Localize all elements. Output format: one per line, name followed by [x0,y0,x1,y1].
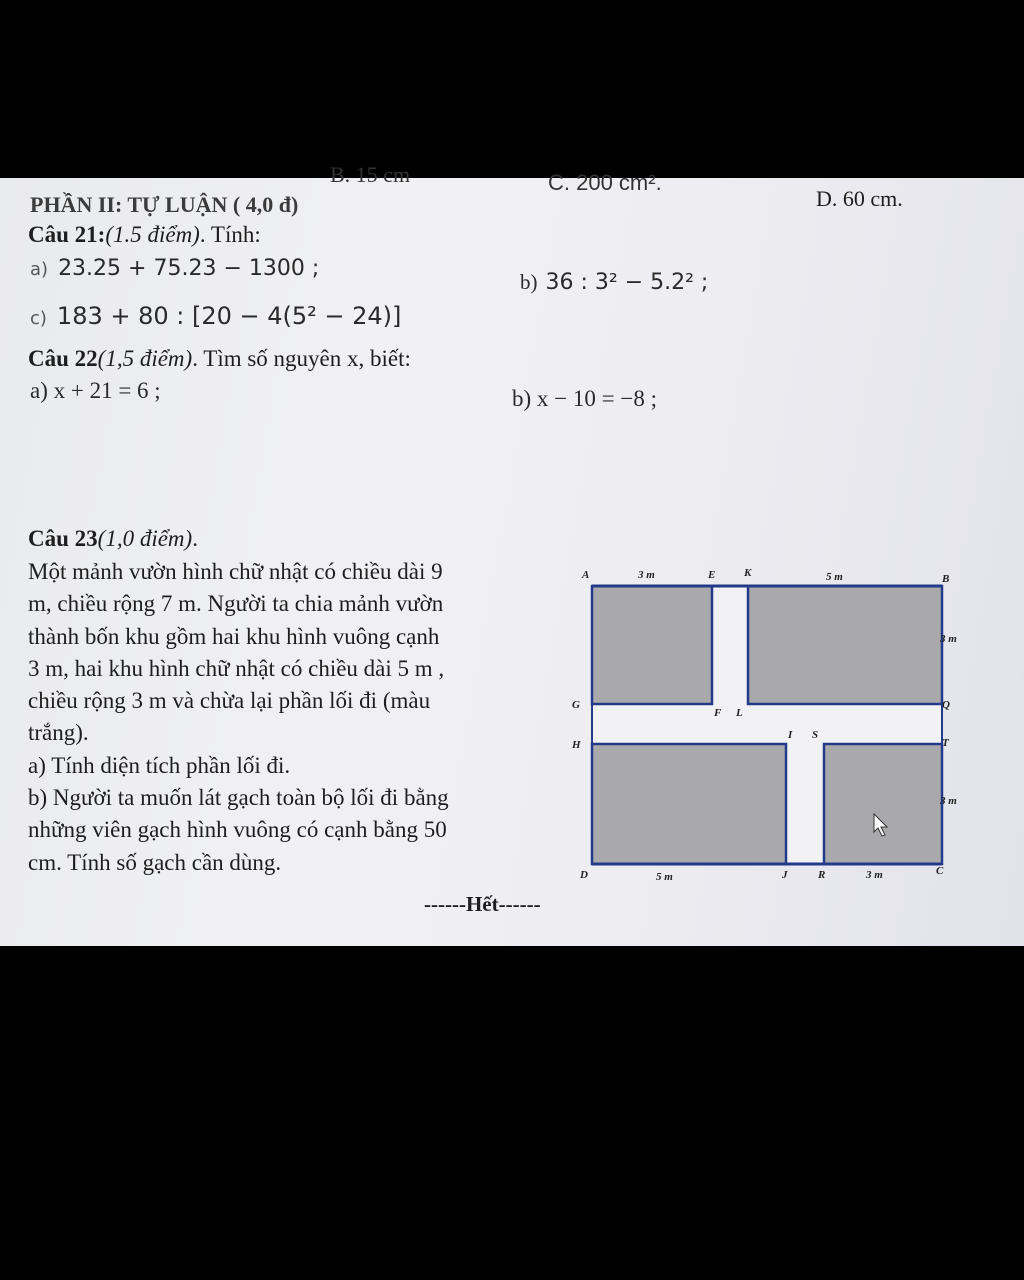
point-k: K [744,567,752,579]
q21-heading [28,222,261,248]
point-c: C [936,865,944,877]
point-a: A [582,569,590,581]
rect-bottom-left [592,744,786,864]
prev-option-b: B. 15 cm [330,162,411,187]
point-g: G [572,699,580,711]
q22-points: (1,5 điểm) [97,346,193,371]
prev-option-d: D. 60 cm. [816,186,903,211]
q23-line: trắng). [28,720,89,746]
q21c-expr: 183 + 80 : [20 − 4(5² − 24)] [56,302,402,330]
point-h: H [572,739,581,751]
q21c [30,302,401,330]
rect-top-right [748,586,942,704]
dim-dj: 5 m [656,871,673,883]
dim-kb: 5 m [826,571,843,583]
q21b-expr: 36 : 3² − 5.2² ; [545,270,709,295]
q23-points: (1,0 điểm) [97,526,193,551]
q23-line: b) Người ta muốn lát gạch toàn bộ lối đi bằng [28,785,449,811]
dim-rc: 3 m [866,869,883,881]
exam-paper [0,162,1024,946]
point-s: S [812,729,819,741]
point-b: B [942,573,950,585]
q22b: b) x − 10 = −8 ; [512,386,657,411]
point-j: J [782,869,788,881]
q23-line: những viên gạch hình vuông có cạnh bằng 50 [28,817,447,843]
q23-heading [28,526,198,552]
q22a: a) x + 21 = 6 ; [30,378,161,403]
q21a-label: a) [30,259,49,280]
dim-bq: 3 m [940,633,957,645]
square-bottom-right [824,744,942,864]
q23-line: Một mảnh vườn hình chữ nhật có chiều dài 9 [28,559,443,584]
garden-figure [560,558,980,888]
dim-tc: 3 m [940,795,957,807]
point-e: E [708,569,716,581]
q23-line: m, chiều rộng 7 m. Người ta chia mảnh vườn [28,591,444,617]
q23-label: Câu 23 [28,526,98,551]
point-t: T [942,737,949,749]
dim-ae: 3 m [638,569,655,581]
q23-dot: . [192,526,198,551]
q22-task: . Tìm số nguyên x, biết: [192,346,411,371]
q22-label: Câu 22 [28,346,98,371]
q23-line: thành bốn khu gồm hai khu hình vuông cạnh [28,623,440,649]
square-top-left [592,586,712,704]
q21a-expr: 23.25 + 75.23 − 1300 ; [58,256,320,281]
end-marker: ------Hết------ [424,892,541,916]
q21b [520,270,708,295]
q21-label: Câu 21: [28,222,106,247]
point-r: R [818,869,826,881]
q23-text [28,556,449,879]
section-title: PHẦN II: TỰ LUẬN ( 4,0 đ) [30,192,299,217]
q23-line: chiều rộng 3 m và chừa lại phần lối đi (màu [28,688,431,714]
q23-line: a) Tính diện tích phần lối đi. [28,752,291,778]
point-q: Q [942,699,950,711]
q21b-label: b) [520,270,538,294]
q21-task: . Tính: [199,222,261,247]
point-l: L [736,707,743,719]
q21a [30,256,319,281]
point-i: I [788,729,793,741]
q23-line: cm. Tính số gạch cần dùng. [28,849,282,875]
point-d: D [580,869,588,881]
q22-heading [28,346,411,372]
q21-points: (1.5 điểm) [105,222,200,247]
point-f: F [714,707,722,719]
q23-line: 3 m, hai khu hình chữ nhật có chiều dài 5 m , [28,655,445,681]
q21c-label: c) [30,308,47,329]
prev-option-c: C. 200 cm². [548,170,662,195]
